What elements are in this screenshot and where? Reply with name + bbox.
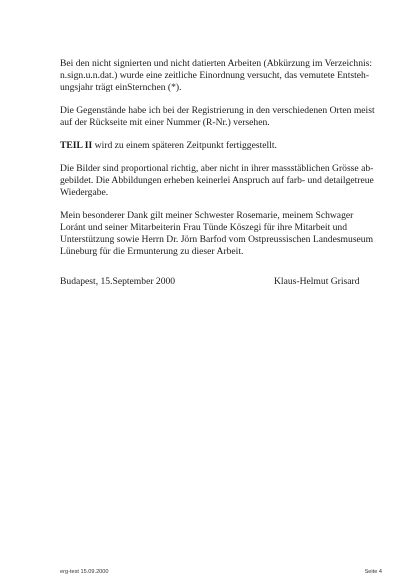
part-two-text: wird zu einem späteren Zeitpunkt fertiggestellt. xyxy=(92,140,277,152)
paragraph-registration-note xyxy=(60,105,382,129)
text-line: Die Bilder sind proportional richtig, aber nicht in ihrer massstäblichen Grösse ab- xyxy=(60,162,374,174)
author-name: Klaus-Helmut Grisard xyxy=(274,276,360,287)
text-line: Lüneburg für die Ermunterung zu dieser Arbeit. xyxy=(60,246,244,258)
text-line: gebildet. Die Abbildungen erheben keinerlei Anspruch auf farb- und detailgetreue xyxy=(60,174,374,186)
footer-file-date: erg-test 15.09.2000 xyxy=(60,569,109,575)
text-line: ungsjahr trägt einSternchen (*). xyxy=(60,82,182,94)
page-number: Seite 4 xyxy=(364,569,382,575)
text-line: Die Gegenstände habe ich bei der Registrierung in den verschiedenen Orten meist xyxy=(60,105,375,117)
text-line: Mein besonderer Dank gilt meiner Schwester Rosemarie, meinem Schwager xyxy=(60,209,354,221)
text-line: Wiedergabe. xyxy=(60,187,109,199)
body-text xyxy=(60,58,382,269)
text-line: n.sign.u.n.dat.) wurde eine zeitliche Einordnung versucht, das vemutete Entsteh- xyxy=(60,70,370,82)
place-date: Budapest, 15.September 2000 xyxy=(60,276,176,287)
text-line xyxy=(60,140,382,152)
paragraph-dating-note xyxy=(60,58,382,95)
text-line: Loránt und seiner Mitarbeiterin Frau Tünde Köszegi für ihre Mitarbeit und xyxy=(60,222,348,234)
text-line: Unterstützung sowie Herrn Dr. Jörn Barfod vom Ostpreussischen Landesmuseum xyxy=(60,234,374,246)
text-line: Bei den nicht signierten und nicht datierten Arbeiten (Abkürzung im Verzeichnis: xyxy=(60,58,373,69)
paragraph-image-note xyxy=(60,163,382,200)
text-line: auf der Rückseite mit einer Nummer (R-Nr.) versehen. xyxy=(60,117,270,129)
paragraph-part-two-note xyxy=(60,140,382,152)
part-two-label: TEIL II xyxy=(60,140,93,152)
paragraph-acknowledgements xyxy=(60,210,382,259)
